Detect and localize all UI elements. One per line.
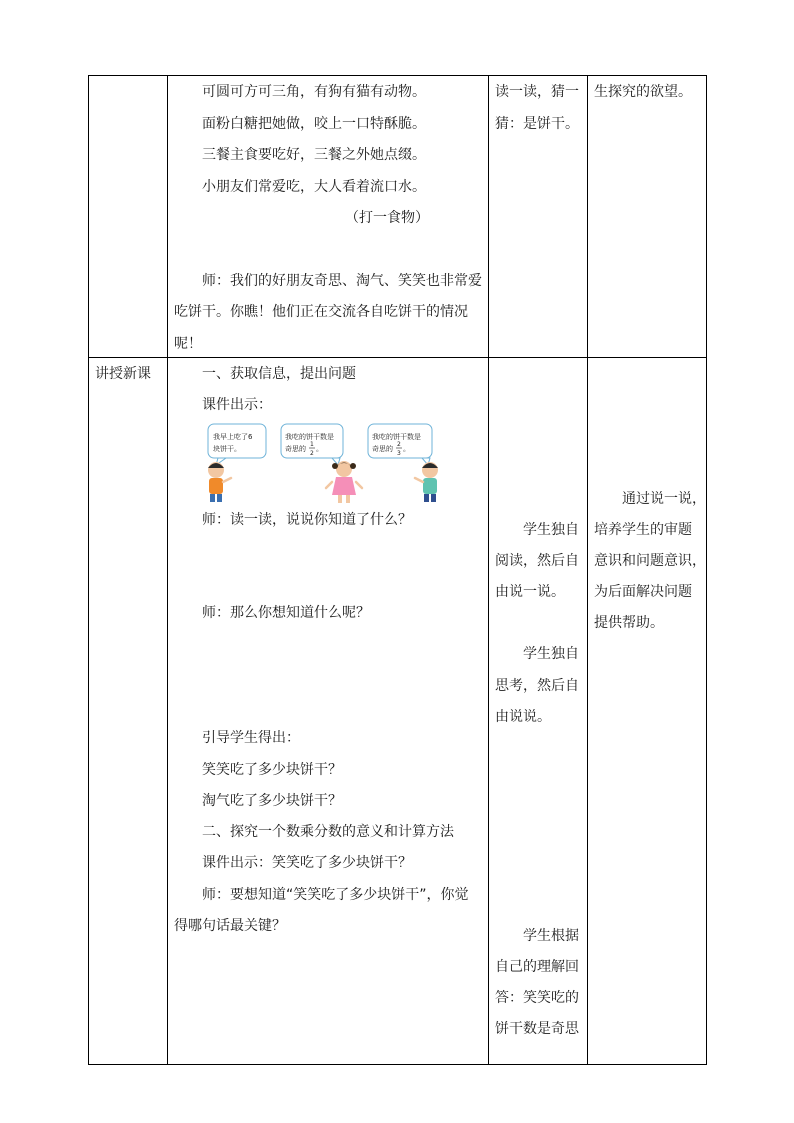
bubble-3-tail: 。 [403,445,410,453]
courseware-label: 课件出示： [202,397,272,413]
student-row1-line-1: 读一读，猜一 [495,84,579,100]
column-divider-student [587,75,588,1065]
bubble-1-line-2: 块饼干。 [213,445,241,453]
bubble-2-fraction-num: 1 [310,441,314,448]
courseware-question: 课件出示：笑笑吃了多少块饼干？ [202,855,412,871]
teacher-question-3: 师：要想知道“笑笑吃了多少块饼干”，你觉 [202,887,469,903]
student-row2-c-3: 答：笑笑吃的 [495,990,579,1006]
intent-row2-line-1: 通过说一说， [622,491,706,507]
intent-row2-line-2: 培养学生的审题 [594,522,692,538]
guide-label: 引导学生得出： [202,730,300,746]
section-heading-1: 一、获取信息，提出问题 [202,366,356,382]
student-row2-c-4: 饼干数是奇思 [495,1021,579,1037]
illustration-children [204,422,444,504]
section-heading-2: 二、探究一个数乘分数的意义和计算方法 [202,824,454,840]
student-row2-a-3: 由说一说。 [495,584,565,600]
bubble-3-line-2: 奇思的 [372,445,393,453]
riddle-hint: （打一食物） [345,210,429,226]
bubble-3-fraction-num: 2 [397,441,401,448]
teacher-question-1: 师：读一读，说说你知道了什么？ [202,512,412,528]
stage-label: 讲授新课 [95,366,151,382]
intent-row2-line-4: 为后面解决问题 [594,584,692,600]
student-row2-a-1: 学生独自 [523,522,579,538]
table-border-top [88,75,707,76]
riddle-line-4: 小朋友们常爱吃，大人看着流口水。 [202,179,426,195]
student-row2-b-3: 由说说。 [495,709,551,725]
table-row-divider [88,357,707,358]
table-border-bottom [88,1064,707,1065]
student-row2-a-2: 阅读，然后自 [495,553,579,569]
intent-row2-line-3: 意识和问题意识， [594,553,706,569]
teacher-question-2: 师：那么你想知道什么呢？ [202,605,370,621]
student-row2-c-2: 自己的理解回 [495,959,579,975]
teacher-intro-2: 吃饼干。你瞧！他们正在交流各自吃饼干的情况 [174,304,468,320]
table-border-right [706,75,707,1065]
student-row2-c-1: 学生根据 [523,928,579,944]
bubble-3-fraction-den: 3 [397,450,401,457]
riddle-line-2: 面粉白糖把她做，咬上一口特酥脆。 [202,116,426,132]
student-row2-b-1: 学生独自 [523,646,579,662]
teacher-question-3-cont: 得哪句话最关键？ [174,918,286,934]
intent-row1-line-1: 生探究的欲望。 [594,84,692,100]
student-row2-b-2: 思考，然后自 [495,678,579,694]
intent-row2-line-5: 提供帮助。 [594,615,664,631]
children-speech-illustration [204,422,444,504]
teacher-intro-3: 呢！ [174,336,202,352]
table-border-left [88,75,89,1065]
teacher-intro-1: 师：我们的好朋友奇思、淘气、笑笑也非常爱 [202,273,482,289]
bubble-2-tail: 。 [316,445,323,453]
question-taoqi: 淘气吃了多少块饼干？ [202,793,342,809]
column-divider-stage [167,75,168,1065]
bubble-2-line-2: 奇思的 [285,445,306,453]
bubble-3-line-1: 我吃的饼干数是 [372,433,421,441]
riddle-line-1: 可圆可方可三角，有狗有猫有动物。 [202,84,426,100]
bubble-1-line-1: 我早上吃了6 [213,433,253,441]
bubble-2-line-1: 我吃的饼干数是 [285,433,334,441]
riddle-line-3: 三餐主食要吃好，三餐之外她点缀。 [202,147,426,163]
bubble-2-fraction-den: 2 [310,450,314,457]
question-xiaoxiao: 笑笑吃了多少块饼干？ [202,762,342,778]
column-divider-content [488,75,489,1065]
student-row1-line-2: 猜：是饼干。 [495,116,579,132]
